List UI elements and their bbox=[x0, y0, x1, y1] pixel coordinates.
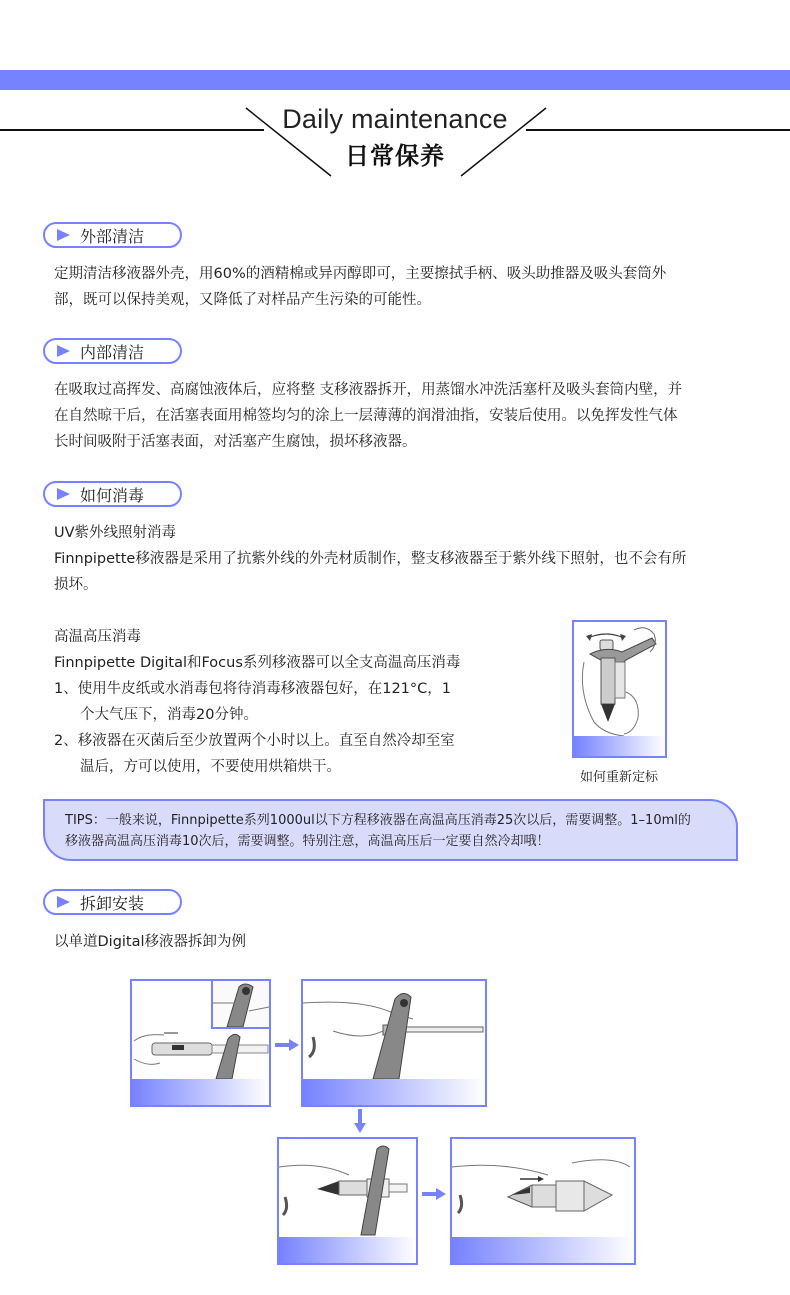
page-header bbox=[0, 96, 790, 186]
disassembly-step-3-image bbox=[277, 1137, 418, 1265]
arrow-down-icon bbox=[354, 1109, 366, 1133]
tips-line: 移液器高温高压消毒10次后，需要调整。特别注意，高温高压后一定要自然冷却哦！ bbox=[65, 834, 550, 849]
autoclave-step-1-cont: 个大气压下，消毒20分钟。 bbox=[80, 707, 258, 723]
paragraph-line: 损坏。 bbox=[54, 577, 98, 593]
remove-tip-cone-illustration bbox=[452, 1139, 634, 1239]
section-label-disassembly bbox=[43, 889, 182, 915]
arrow-right-icon bbox=[57, 488, 70, 500]
paragraph-line: 长时间吸附于活塞表面，对活塞产生腐蚀，损坏移液器。 bbox=[54, 434, 417, 450]
paragraph-line: Finnpipette移液器是采用了抗紫外线的外壳材质制作，整支移液器至于紫外线下照射，也不会有所 bbox=[54, 551, 687, 567]
paragraph-line: 在吸取过高挥发、高腐蚀液体后，应将整 支移液器拆开，用蒸馏水冲洗活塞杆及吸头套筒内壁，并 bbox=[54, 382, 683, 398]
insert-tool-illustration bbox=[132, 981, 269, 1081]
figure-gradient-band bbox=[574, 736, 665, 756]
paragraph-line: 在自然晾干后，在活塞表面用棉签均匀的涂上一层薄薄的润滑油指，安装后使用。以免挥发性气体 bbox=[54, 408, 678, 424]
autoclave-title: 高温高压消毒 bbox=[54, 629, 141, 645]
disassembly-step-1-image bbox=[130, 979, 271, 1107]
step-gradient-band bbox=[303, 1079, 485, 1105]
paragraph-line: 定期清洁移液器外壳，用60%的酒精棉或异丙醇即可，主要擦拭手柄、吸头助推器及吸头套筒外 bbox=[54, 266, 667, 282]
rotate-tool-illustration bbox=[303, 981, 485, 1081]
arrow-right-icon bbox=[57, 229, 70, 241]
figure-caption: 如何重新定标 bbox=[579, 770, 658, 785]
pipette-calibration-illustration bbox=[574, 622, 665, 736]
autoclave-intro: Finnpipette Digital和Focus系列移液器可以全支高温高压消毒 bbox=[54, 655, 461, 671]
section-label-disinfection bbox=[43, 481, 182, 507]
section-label-interior-cleaning bbox=[43, 338, 182, 364]
interior-cleaning-paragraph bbox=[54, 377, 744, 455]
recalibration-figure bbox=[572, 620, 667, 758]
section-label-text: 拆卸安装 bbox=[80, 893, 145, 913]
arrow-right-icon bbox=[275, 1039, 299, 1051]
disassembly-intro bbox=[54, 929, 744, 955]
header-title-en: Daily maintenance bbox=[282, 104, 508, 134]
section-label-text: 外部清洁 bbox=[80, 226, 145, 246]
autoclave-step-2-cont: 温后，方可以使用，不要使用烘箱烘干。 bbox=[80, 759, 341, 775]
exterior-cleaning-paragraph bbox=[54, 261, 744, 313]
autoclave-step-1: 1、使用牛皮纸或水消毒包将待消毒移液器包好，在121°C，1 bbox=[54, 681, 451, 697]
autoclave-block bbox=[54, 624, 524, 780]
arrow-right-icon bbox=[422, 1188, 446, 1200]
section-label-text: 如何消毒 bbox=[80, 485, 145, 505]
top-accent-bar bbox=[0, 70, 790, 90]
arrow-right-icon bbox=[57, 896, 70, 908]
step-gradient-band bbox=[132, 1079, 269, 1105]
disassembly-step-4-image bbox=[450, 1137, 636, 1265]
disassembly-intro-text: 以单道Digital移液器拆卸为例 bbox=[54, 934, 247, 950]
step-gradient-band bbox=[452, 1237, 634, 1263]
section-label-text: 内部清洁 bbox=[80, 342, 145, 362]
tips-line: TIPS：一般来说，Finnpipette系列1000ul以下方程移液器在高温高压消毒25次以后，需要调整。1–10ml的 bbox=[65, 813, 691, 828]
section-label-exterior-cleaning bbox=[43, 222, 182, 248]
step-gradient-band bbox=[279, 1237, 416, 1263]
header-title-zh: 日常保养 bbox=[345, 142, 445, 170]
disassembly-step-2-image bbox=[301, 979, 487, 1107]
tips-box bbox=[43, 799, 738, 861]
arrow-right-icon bbox=[57, 345, 70, 357]
paragraph-line: 部，既可以保持美观，又降低了对样品产生污染的可能性。 bbox=[54, 292, 431, 308]
loosen-nut-illustration bbox=[279, 1139, 416, 1239]
uv-title: UV紫外线照射消毒 bbox=[54, 525, 177, 541]
uv-disinfection-block bbox=[54, 520, 744, 598]
autoclave-step-2: 2、移液器在灭菌后至少放置两个小时以上。直至自然冷却至室 bbox=[54, 733, 455, 749]
